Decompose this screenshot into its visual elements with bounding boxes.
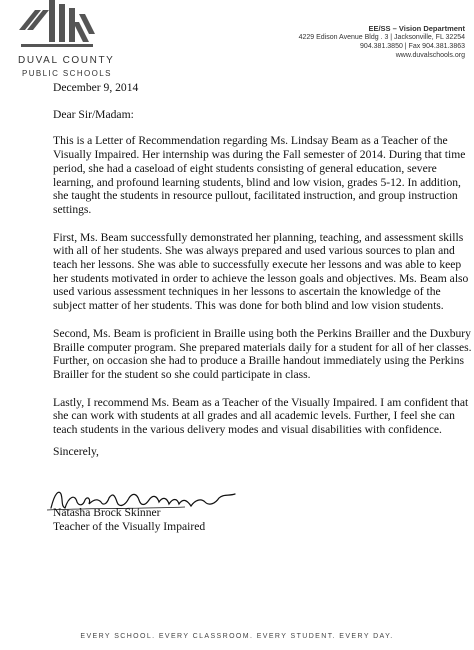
department-block (299, 24, 465, 60)
signer-name: Natasha Brock Skinner (53, 506, 161, 519)
footer-tagline: EVERY SCHOOL. EVERY CLASSROOM. EVERY STUDENT. EVERY DAY. (80, 633, 394, 640)
paragraph-1: This is a Letter of Recommendation regarding Ms. Lindsay Beam as a Teacher of the Visually Impaired. Her internship was during the Fall semester of 2014. During that time period, she had a caseload of eight students consisting of general education, severe learning, and profound learning students, blind and low vision, grades 5-12. In addition, she taught the students in resource pullout, facilitated instruction, and group instruction settings. (53, 134, 466, 216)
department-phone-fax: 904.381.3850 | Fax 904.381.3863 (360, 43, 465, 50)
salutation: Dear Sir/Madam: (53, 107, 134, 121)
department-address: 4229 Edison Avenue Bldg . 3 | Jacksonville, FL 32254 (298, 34, 465, 41)
letter-date: December 9, 2014 (53, 81, 139, 94)
letter-body (53, 81, 473, 458)
department-name: EE/SS – Vision Department (368, 24, 465, 33)
duval-schools-logo-icon (19, 0, 95, 52)
signer-title: Teacher of the Visually Impaired (53, 519, 206, 533)
org-subtitle: PUBLIC SCHOOLS (22, 69, 112, 78)
paragraph-3: Second, Ms. Beam is proficient in Braille using both the Perkins Brailler and the Duxbury Braille computer program. She prepared materials daily for a student for all of her classes. Further, on occasion she had to produce a Braille handout immediately using the Perkins Brailler for the student so she could participate in class. (53, 326, 472, 381)
paragraph-2: First, Ms. Beam successfully demonstrated her planning, teaching, and assessment skills with all of her students. She was always prepared and used various sources to plan and teach her lessons. She was able to successfully execute her lessons and was able to keep her students motivated in order to achieve the lesson goals and objectives. Ms. Beam also used various assessment techniques in her lessons to ascertain the knowledge of the subject matter of her students. This was done for both blind and low vision students. (53, 230, 469, 313)
org-name: DUVAL COUNTY (18, 55, 115, 66)
closing: Sincerely, (53, 444, 99, 458)
department-website[interactable]: www.duvalschools.org (395, 52, 465, 59)
duval-logo (9, 0, 119, 84)
signer-block (53, 506, 433, 533)
paragraph-4: Lastly, I recommend Ms. Beam as a Teacher of the Visually Impaired. I am confident that she can work with students at all grades and all academic levels. Further, I feel she can teach students in the various delivery modes and visual disabilities with confidence. (53, 395, 469, 437)
